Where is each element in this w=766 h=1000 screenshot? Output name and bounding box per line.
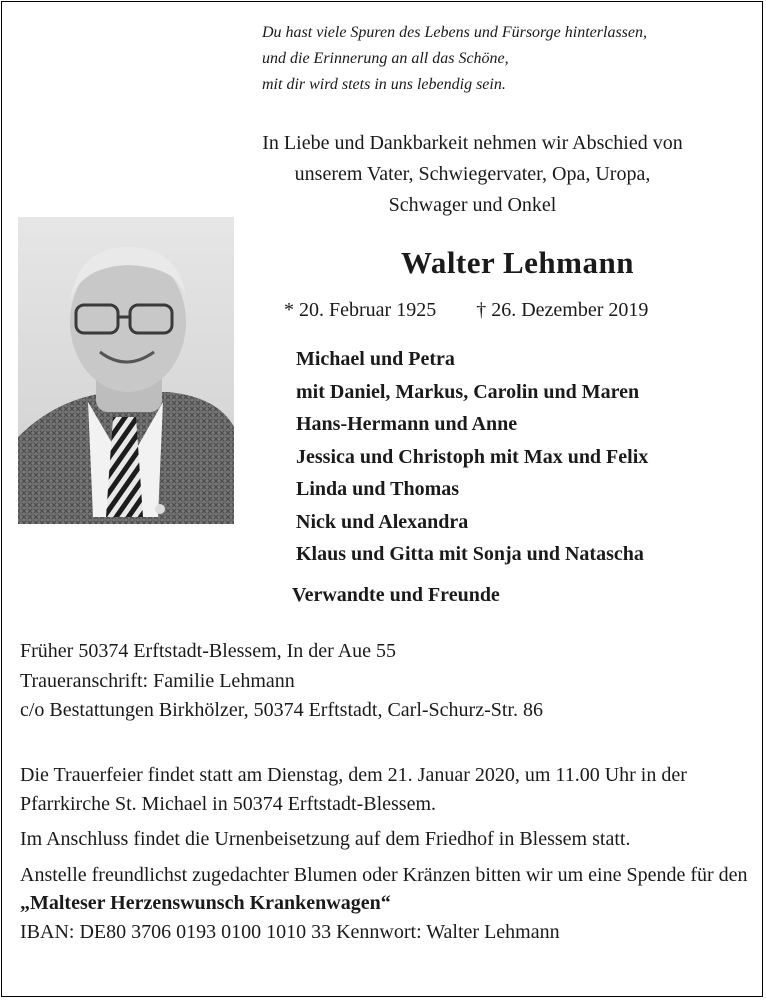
family-list xyxy=(296,343,648,571)
burial-notice: Im Anschluss findet die Urnenbeisetzung auf dem Friedhof in Blessem statt. xyxy=(20,828,631,850)
family-line: Jessica und Christoph mit Max und Felix xyxy=(296,445,649,468)
life-dates xyxy=(284,299,648,322)
notices-block xyxy=(20,761,750,953)
intro-text xyxy=(200,128,745,221)
address-block xyxy=(20,637,543,726)
donation-organization: „Malteser Herzenswunsch Krankenwagen“ xyxy=(20,892,391,914)
donation-notice xyxy=(20,861,750,947)
family-line: Michael und Petra xyxy=(296,348,455,370)
family-line: Linda und Thomas xyxy=(296,478,460,500)
family-line: Hans-Hermann und Anne xyxy=(296,413,518,435)
portrait-image xyxy=(18,217,234,524)
relatives-line: Verwandte und Freunde xyxy=(292,584,500,606)
bank-details: IBAN: DE80 3706 0193 0100 1010 33 Kennwort: Walter Lehmann xyxy=(20,920,560,943)
family-line: Klaus und Gitta mit Sonja und Natascha xyxy=(296,543,644,565)
address-line: c/o Bestattungen Birkhölzer, 50374 Erftstadt, Carl-Schurz-Str. 86 xyxy=(20,699,543,721)
portrait-photo xyxy=(18,217,234,524)
intro-line: unserem Vater, Schwiegervater, Opa, Uropa, xyxy=(294,163,651,185)
motto-verse xyxy=(262,20,647,98)
family-line: Nick und Alexandra xyxy=(296,510,469,533)
address-line: Früher 50374 Erftstadt-Blessem, In der Aue 55 xyxy=(20,640,397,662)
death-date: † 26. Dezember 2019 xyxy=(476,299,649,321)
intro-line: Schwager und Onkel xyxy=(388,194,557,216)
family-line: mit Daniel, Markus, Carolin und Maren xyxy=(296,380,640,403)
ceremony-notice: Die Trauerfeier findet statt am Dienstag, dem 21. Januar 2020, um 11.00 Uhr in der Pfarrkirche St. Michael in 50374 Erftstadt-Blessem. xyxy=(20,764,687,815)
address-line: Traueranschrift: Familie Lehmann xyxy=(20,669,295,692)
birth-date: * 20. Februar 1925 xyxy=(284,299,437,321)
motto-line: Du hast viele Spuren des Lebens und Fürsorge hinterlassen, xyxy=(262,24,647,41)
motto-line: mit dir wird stets in uns lebendig sein. xyxy=(262,76,506,93)
motto-line: und die Erinnerung an all das Schöne, xyxy=(262,50,509,67)
deceased-name: Walter Lehmann xyxy=(401,245,634,280)
donation-text: Anstelle freundlichst zugedachter Blumen oder Kränzen bitten wir um eine Spende für den xyxy=(20,863,748,886)
intro-line: In Liebe und Dankbarkeit nehmen wir Abschied von xyxy=(262,132,683,154)
